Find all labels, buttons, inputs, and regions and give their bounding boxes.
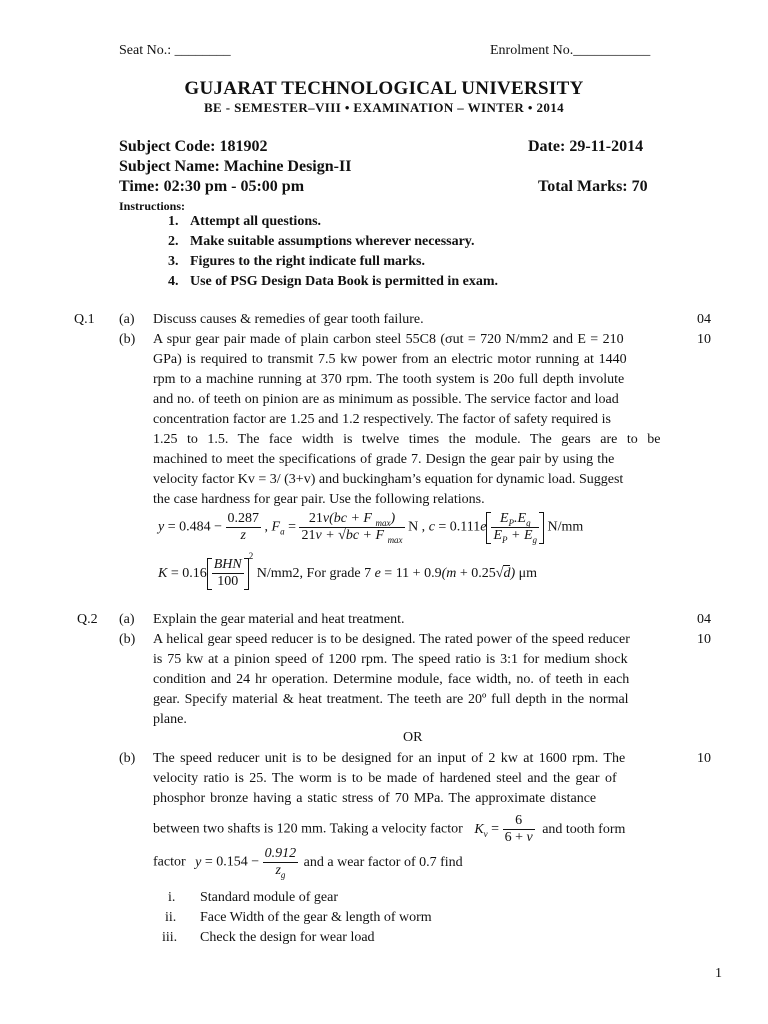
instruction-text: Make suitable assumptions wherever necessary.: [190, 234, 475, 249]
question-text: Explain the gear material and heat treatment.: [153, 612, 405, 627]
eq2-text: N/mm2, For grade 7: [256, 566, 372, 581]
item-num: i.: [168, 890, 176, 905]
question-number: Q.1: [74, 312, 95, 327]
line-text: and a wear factor of 0.7 find: [303, 854, 463, 870]
line-text: factor: [153, 854, 186, 870]
marks: 10: [697, 632, 711, 647]
paragraph-line: A spur gear pair made of plain carbon steel 55C8 (σut = 720 N/mm2 and E = 210: [153, 332, 624, 347]
exam-title: BE - SEMESTER–VIII • EXAMINATION – WINTER • 2014: [203, 100, 565, 115]
marks: 04: [697, 612, 711, 627]
subject-code: Subject Code: 181902: [119, 138, 268, 155]
total-marks: Total Marks: 70: [538, 178, 648, 195]
instruction-num: 1.: [168, 214, 179, 229]
marks: 10: [697, 751, 711, 766]
item-num: ii.: [165, 910, 177, 925]
paragraph-line: phosphor bronze having a static stress of 70 MPa. The approximate distance: [153, 791, 597, 806]
tooth-form-factor-line: factor y = 0.154 − $\frac{0.912}{z_g}$ and a wear factor of 0.7 find: [153, 846, 463, 880]
instructions-label: Instructions:: [119, 199, 186, 213]
item-text: Face Width of the gear & length of worm: [200, 910, 432, 925]
subject-name: Subject Name: Machine Design-II: [119, 158, 352, 175]
paragraph-line: A helical gear speed reducer is to be designed. The rated power of the speed reducer: [153, 632, 630, 647]
instruction-num: 2.: [168, 234, 179, 249]
paragraph-line: GPa) is required to transmit 7.5 kw power from an electric motor running at 1440: [153, 352, 627, 367]
paragraph-line: velocity factor Kv = 3/ (3+v) and buckingham’s equation for dynamic load. Suggest: [153, 472, 624, 487]
line-text: and tooth form: [542, 821, 626, 837]
paragraph-line: velocity ratio is 25. The worm is to be made of hardened steel and the gear of: [153, 771, 617, 786]
exam-time: Time: 02:30 pm - 05:00 pm: [119, 178, 305, 195]
question-paragraph: [153, 749, 674, 809]
subquestion-label: (b): [119, 332, 136, 347]
unit-micron: μm: [518, 566, 538, 581]
instruction-text: Attempt all questions.: [190, 214, 322, 229]
instruction-text: Use of PSG Design Data Book is permitted in exam.: [190, 274, 498, 289]
page-number: 1: [715, 966, 722, 981]
paragraph-line: plane.: [153, 712, 187, 727]
equation-load-stress-factor: K = 0.16 $\frac{\text{BHN}}{100}$ $^2$ N/mm2, For grade 7 e = 11 + 0.9(m + 0.25√d) μm: [158, 551, 538, 590]
item-text: Standard module of gear: [200, 890, 339, 905]
subquestion-label: (b): [119, 632, 136, 647]
unit-n-per-mm: N/mm: [547, 519, 584, 535]
item-text: Check the design for wear load: [200, 930, 375, 945]
velocity-factor-line: between two shafts is 120 mm. Taking a velocity factor $K_v$ = $\frac{6}{6 + v}$ and tooth form: [153, 813, 626, 845]
equation-form-factor: y = 0.484 − $\frac{0.287}{z}$ , $F_a$ = $\frac{21v(bc + F _{max})}{21v + √bc + F _{max}}$ N , c = 0.111e $\frac{E_P.E_g}{E_P + E_g}$ N/mm: [158, 511, 584, 545]
line-text: between two shafts is 120 mm. Taking a velocity factor: [153, 821, 463, 837]
paragraph-line: rpm to a machine running at 370 rpm. The tooth system is 20o full depth involute: [153, 372, 625, 387]
paragraph-line: condition and 24 hr operation. Determine module, face width, no. of teeth in each: [153, 672, 630, 687]
question-paragraph: [153, 630, 674, 730]
marks: 10: [697, 332, 711, 347]
subquestion-label: (a): [119, 612, 135, 627]
enrolment-no: Enrolment No.___________: [490, 43, 651, 58]
instruction-text: Figures to the right indicate full marks.: [190, 254, 426, 269]
paragraph-line: concentration factor are 1.25 and 1.2 respectively. The factor of safety required is: [153, 412, 611, 427]
paragraph-line: machined to meet the specifications of grade 7. Design the gear pair by using the: [153, 452, 615, 467]
paragraph-line: is 75 kw at a pinion speed of 1200 rpm. The speed ratio is 3:1 for medium shock: [153, 652, 628, 667]
paragraph-line: and no. of teeth on pinion are as minimum as possible. The service factor and load: [153, 392, 619, 407]
paragraph-line: the case hardness for gear pair. Use the following relations.: [153, 492, 485, 507]
subquestion-label: (a): [119, 312, 135, 327]
question-text: Discuss causes & remedies of gear tooth failure.: [153, 312, 424, 327]
exam-date: Date: 29-11-2014: [528, 138, 644, 155]
university-title: GUJARAT TECHNOLOGICAL UNIVERSITY: [184, 78, 584, 99]
marks: 04: [697, 312, 711, 327]
question-number: Q.2: [77, 612, 98, 627]
item-num: iii.: [162, 930, 178, 945]
instruction-num: 4.: [168, 274, 179, 289]
instruction-num: 3.: [168, 254, 179, 269]
paragraph-line: The speed reducer unit is to be designed for an input of 2 kw at 1600 rpm. The: [153, 751, 626, 766]
seat-no: Seat No.: ________: [119, 43, 231, 58]
subquestion-label: (b): [119, 751, 136, 766]
or-separator: OR: [403, 730, 423, 745]
paragraph-line: gear. Specify material & heat treatment. The teeth are 20º full depth in the normal: [153, 692, 629, 707]
paragraph-line: 1.25 to 1.5. The face width is twelve times the module. The gears are to be: [153, 432, 661, 447]
unit-newton: N ,: [408, 519, 426, 535]
question-paragraph: [153, 330, 674, 510]
